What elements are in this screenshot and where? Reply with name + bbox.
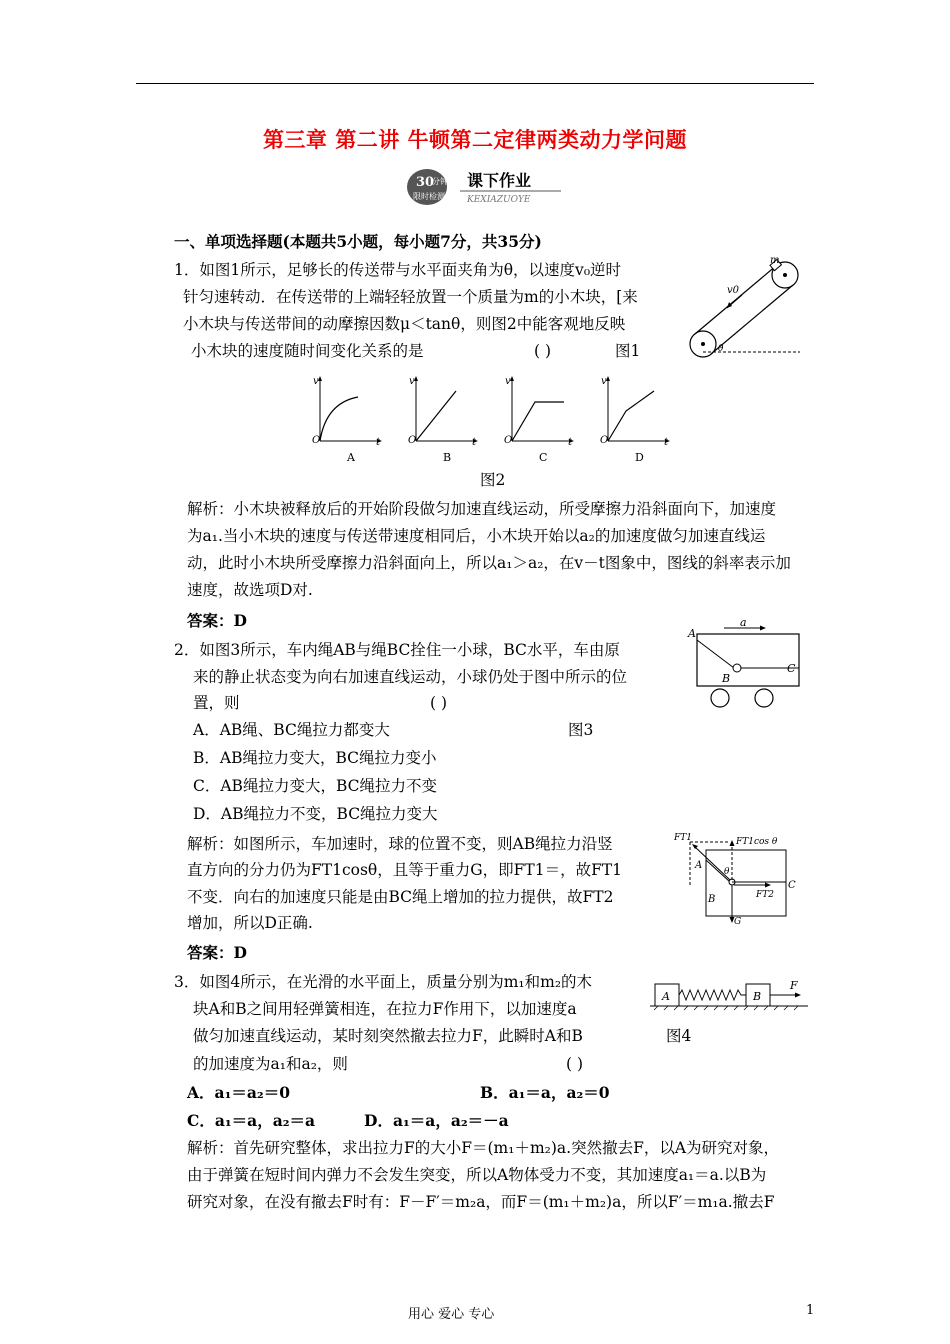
force-g: G [734, 917, 742, 926]
badge-pinyin: KEXIAZUOYE [467, 195, 531, 205]
q1-analysis-2: 为a₁.当小木块的速度与传送带速度相同后，小木块开始以a₂的加速度做匀加速直线运 [187, 527, 766, 545]
graph-d [600, 376, 670, 464]
q1-line-3: 小木块与传送带间的动摩擦因数μ＜tanθ，则图2中能客观地反映 [183, 315, 626, 333]
graph-d-label: D [635, 451, 644, 464]
q3-analysis-2: 由于弹簧在短时间内弹力不会发生突变，所以A物体受力不变，其加速度a₁＝a.以B为 [187, 1166, 767, 1184]
q3-option-c: C．a₁＝a，a₂＝a [187, 1111, 316, 1130]
graph-a-v: v [313, 376, 319, 387]
graph-c-t: t [568, 437, 573, 448]
fig3-A: A [688, 627, 696, 640]
graph-a [312, 376, 382, 464]
graph-a-label: A [347, 451, 355, 464]
fig1-m: m [770, 255, 780, 266]
fig3-B: B [722, 672, 731, 685]
q1-line-4: 小木块的速度随时间变化关系的是 [191, 342, 424, 360]
homework-badge [405, 167, 565, 207]
graph-b [408, 376, 478, 464]
graph-c-v: v [505, 376, 511, 387]
q1-line-1: 1．如图1所示，足够长的传送带与水平面夹角为θ，以速度v₀逆时 [174, 261, 622, 279]
q3-line-1: 3．如图4所示，在光滑的水平面上，质量分别为m₁和m₂的木 [174, 973, 593, 991]
q2-analysis-1: 解析：如图所示，车加速时，球的位置不变，则AB绳拉力沿竖 [187, 835, 613, 853]
q2-line-1: 2．如图3所示，车内绳AB与绳BC拴住一小球，BC水平，车由原 [174, 641, 620, 659]
fig1-theta: θ [718, 344, 724, 354]
badge-unit: 分钟 [432, 177, 448, 186]
graph-b-o: O [408, 435, 417, 446]
force-c: C [788, 880, 796, 891]
fig1-label: 图1 [615, 342, 641, 360]
fig4-label: 图4 [666, 1027, 692, 1045]
q2-option-c: C．AB绳拉力变大，BC绳拉力不变 [193, 777, 437, 795]
force-ft2: FT2 [756, 890, 774, 900]
q1-analysis-4: 速度，故选项D对. [187, 581, 313, 599]
q2-line-2: 来的静止状态变为向右加速直线运动，小球仍处于图中所示的位 [193, 668, 628, 686]
graph-a-o: O [312, 435, 321, 446]
fig4-F: F [790, 979, 798, 992]
badge-label: 限时检测 [413, 192, 445, 201]
q1-paren: ( ) [534, 342, 552, 360]
badge-heading: 课下作业 [467, 171, 532, 190]
q3-option-d: D．a₁＝a，a₂＝－a [364, 1111, 509, 1130]
q3-paren: ( ) [566, 1055, 584, 1073]
fig1-conveyor [682, 255, 804, 365]
q3-option-b: B．a₁＝a，a₂＝0 [480, 1083, 610, 1102]
badge-minutes: 30 [416, 175, 435, 190]
q2-analysis-3: 不变．向右的加速度只能是由BC绳上增加的拉力提供，故FT2 [187, 888, 614, 906]
graph-b-v: v [409, 376, 415, 387]
q2-analysis-2: 直方向的分力仍为FT1cosθ，且等于重力G，即FT1＝，故FT1 [187, 861, 623, 879]
fig3-label: 图3 [568, 721, 594, 739]
header-rule [136, 83, 814, 84]
q2-analysis-4: 增加，所以D正确. [187, 914, 313, 932]
q3-line-2: 块A和B之间用轻弹簧相连，在拉力F作用下，以加速度a [193, 1000, 577, 1018]
q2-option-d: D．AB绳拉力不变，BC绳拉力变大 [193, 805, 438, 823]
fig2-graphs [310, 373, 680, 468]
footer-motto: 用心 爱心 专心 [408, 1307, 495, 1322]
q1-analysis-3: 动，此时小木块所受摩擦力沿斜面向上，所以a₁＞a₂，在v－t图象中，图线的斜率表示加 [187, 554, 791, 572]
q1-answer: 答案：D [187, 611, 247, 630]
force-diagram [672, 830, 802, 926]
fig3-car [684, 620, 804, 712]
graph-c-o: O [504, 435, 513, 446]
force-ft1: FT1 [674, 833, 692, 843]
q2-option-a: A．AB绳、BC绳拉力都变大 [193, 721, 390, 739]
fig4-B: B [753, 990, 762, 1003]
graph-b-label: B [443, 451, 452, 464]
graph-d-o: O [600, 435, 609, 446]
q3-line-3: 做匀加速直线运动，某时刻突然撤去拉力F，此瞬时A和B [193, 1027, 583, 1045]
q3-analysis-1: 解析：首先研究整体，求出拉力F的大小F＝(m₁＋m₂)a.突然撤去F，以A为研究对象， [187, 1139, 780, 1157]
force-ft1cos: FT1cos θ [736, 837, 778, 847]
q2-answer: 答案：D [187, 943, 247, 962]
q1-analysis-1: 解析：小木块被释放后的开始阶段做匀加速直线运动，所受摩擦力沿斜面向下，加速度 [187, 500, 777, 518]
force-theta: θ [724, 867, 730, 877]
graph-c-label: C [539, 451, 548, 464]
q2-line-3: 置，则 [193, 694, 240, 712]
graph-a-t: t [376, 437, 381, 448]
graph-b-t: t [472, 437, 477, 448]
q2-option-b: B．AB绳拉力变大，BC绳拉力变小 [193, 749, 437, 767]
fig2-label: 图2 [480, 471, 506, 489]
fig3-C: C [787, 662, 796, 675]
q3-option-a: A．a₁＝a₂＝0 [187, 1083, 290, 1102]
q1-line-2: 针匀速转动．在传送带的上端轻轻放置一个质量为m的小木块，[来 [183, 288, 638, 306]
q2-paren: ( ) [430, 694, 448, 712]
section-heading: 一、单项选择题(本题共5小题，每小题7分，共35分) [174, 232, 542, 251]
force-a: A [695, 860, 703, 871]
fig4-A: A [662, 990, 670, 1003]
page-number: 1 [806, 1303, 815, 1318]
page-title: 第三章 第二讲 牛顿第二定律两类动力学问题 [262, 127, 688, 152]
force-b: B [708, 894, 716, 905]
graph-d-t: t [664, 437, 669, 448]
q3-line-4: 的加速度为a₁和a₂，则 [193, 1055, 348, 1073]
graph-d-v: v [601, 376, 607, 387]
fig3-a: a [740, 620, 747, 629]
fig4-blocks [650, 976, 810, 1014]
q3-analysis-3: 研究对象，在没有撤去F时有：F－F′＝m₂a，而F＝(m₁＋m₂)a，所以F′＝m₁a.撤去F [187, 1193, 775, 1211]
graph-c [504, 376, 574, 464]
fig1-v0: v0 [727, 285, 740, 296]
